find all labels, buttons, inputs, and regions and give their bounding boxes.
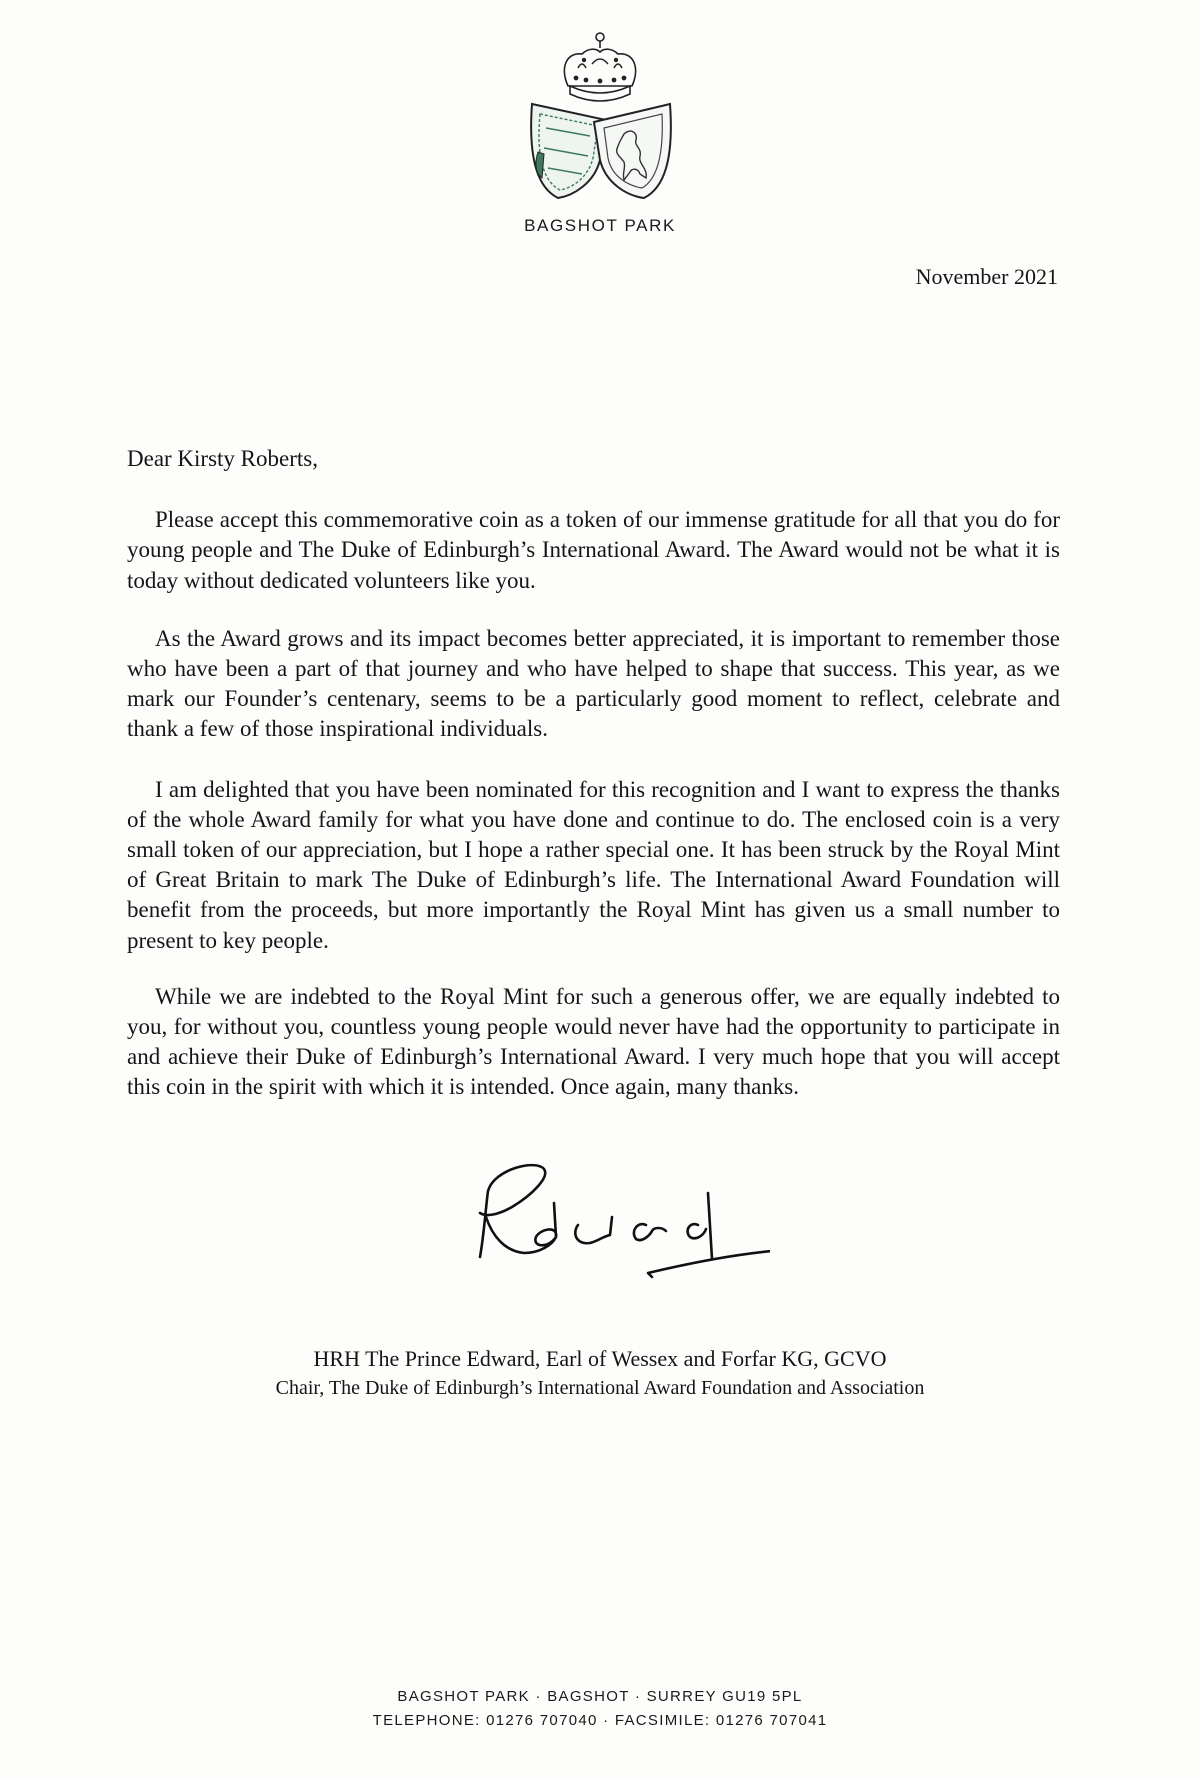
paragraph-4: While we are indebted to the Royal Mint for such a generous offer, we are equally indebted to you, for without you, countless young people would never have had the opportunity to participate in and achieve their Duke of Edinburgh’s International Award. I very much hope that you will accept this coin in the spirit with which it is intended. Once again, many thanks. xyxy=(127,983,1060,1100)
crown-icon xyxy=(564,33,635,101)
paragraph-1: Please accept this commemorative coin as a token of our immense gratitude for all that you do for young people and The Duke of Edinburgh’s International Award. The Award would not be what it is today without dedicated volunteers like you. xyxy=(127,507,1060,593)
signer-name: HRH The Prince Edward, Earl of Wessex and Forfar KG, GCVO xyxy=(313,1346,887,1371)
footer-address: BAGSHOT PARK · BAGSHOT · SURREY GU19 5PL xyxy=(397,1688,803,1705)
letterhead-residence: BAGSHOT PARK xyxy=(524,216,676,235)
signer-title: Chair, The Duke of Edinburgh’s International Award Foundation and Association xyxy=(275,1377,925,1399)
paragraph-2: As the Award grows and its impact becomes better appreciated, it is important to remember those who have been a part of that journey and who have helped to shape that success. This year, as we mark our Founder’s centenary, seems to be a particularly good moment to reflect, celebrate and thank a few of those inspirational individuals. xyxy=(127,625,1060,742)
right-shield-icon xyxy=(594,104,671,198)
paragraph-3: I am delighted that you have been nominated for this recognition and I want to express the thanks of the whole Award family for what you have done and continue to do. The enclosed coin is a very small token of our appreciation, but I hope a rather special one. It has been struck by the Royal Mint of Great Britain to mark The Duke of Edinburgh’s life. The International Award Foundation will benefit from the proceeds, but more importantly the Royal Mint has given us a small number to present to key people. xyxy=(127,776,1060,953)
royal-crest-logo xyxy=(520,28,680,200)
footer-contact: TELEPHONE: 01276 707040 · FACSIMILE: 01276 707041 xyxy=(372,1712,828,1729)
letter-body xyxy=(127,444,1060,1129)
letter-date: November 2021 xyxy=(915,264,1058,289)
left-shield-icon xyxy=(531,104,606,198)
handwritten-signature xyxy=(440,1155,770,1290)
salutation: Dear Kirsty Roberts, xyxy=(127,446,318,471)
